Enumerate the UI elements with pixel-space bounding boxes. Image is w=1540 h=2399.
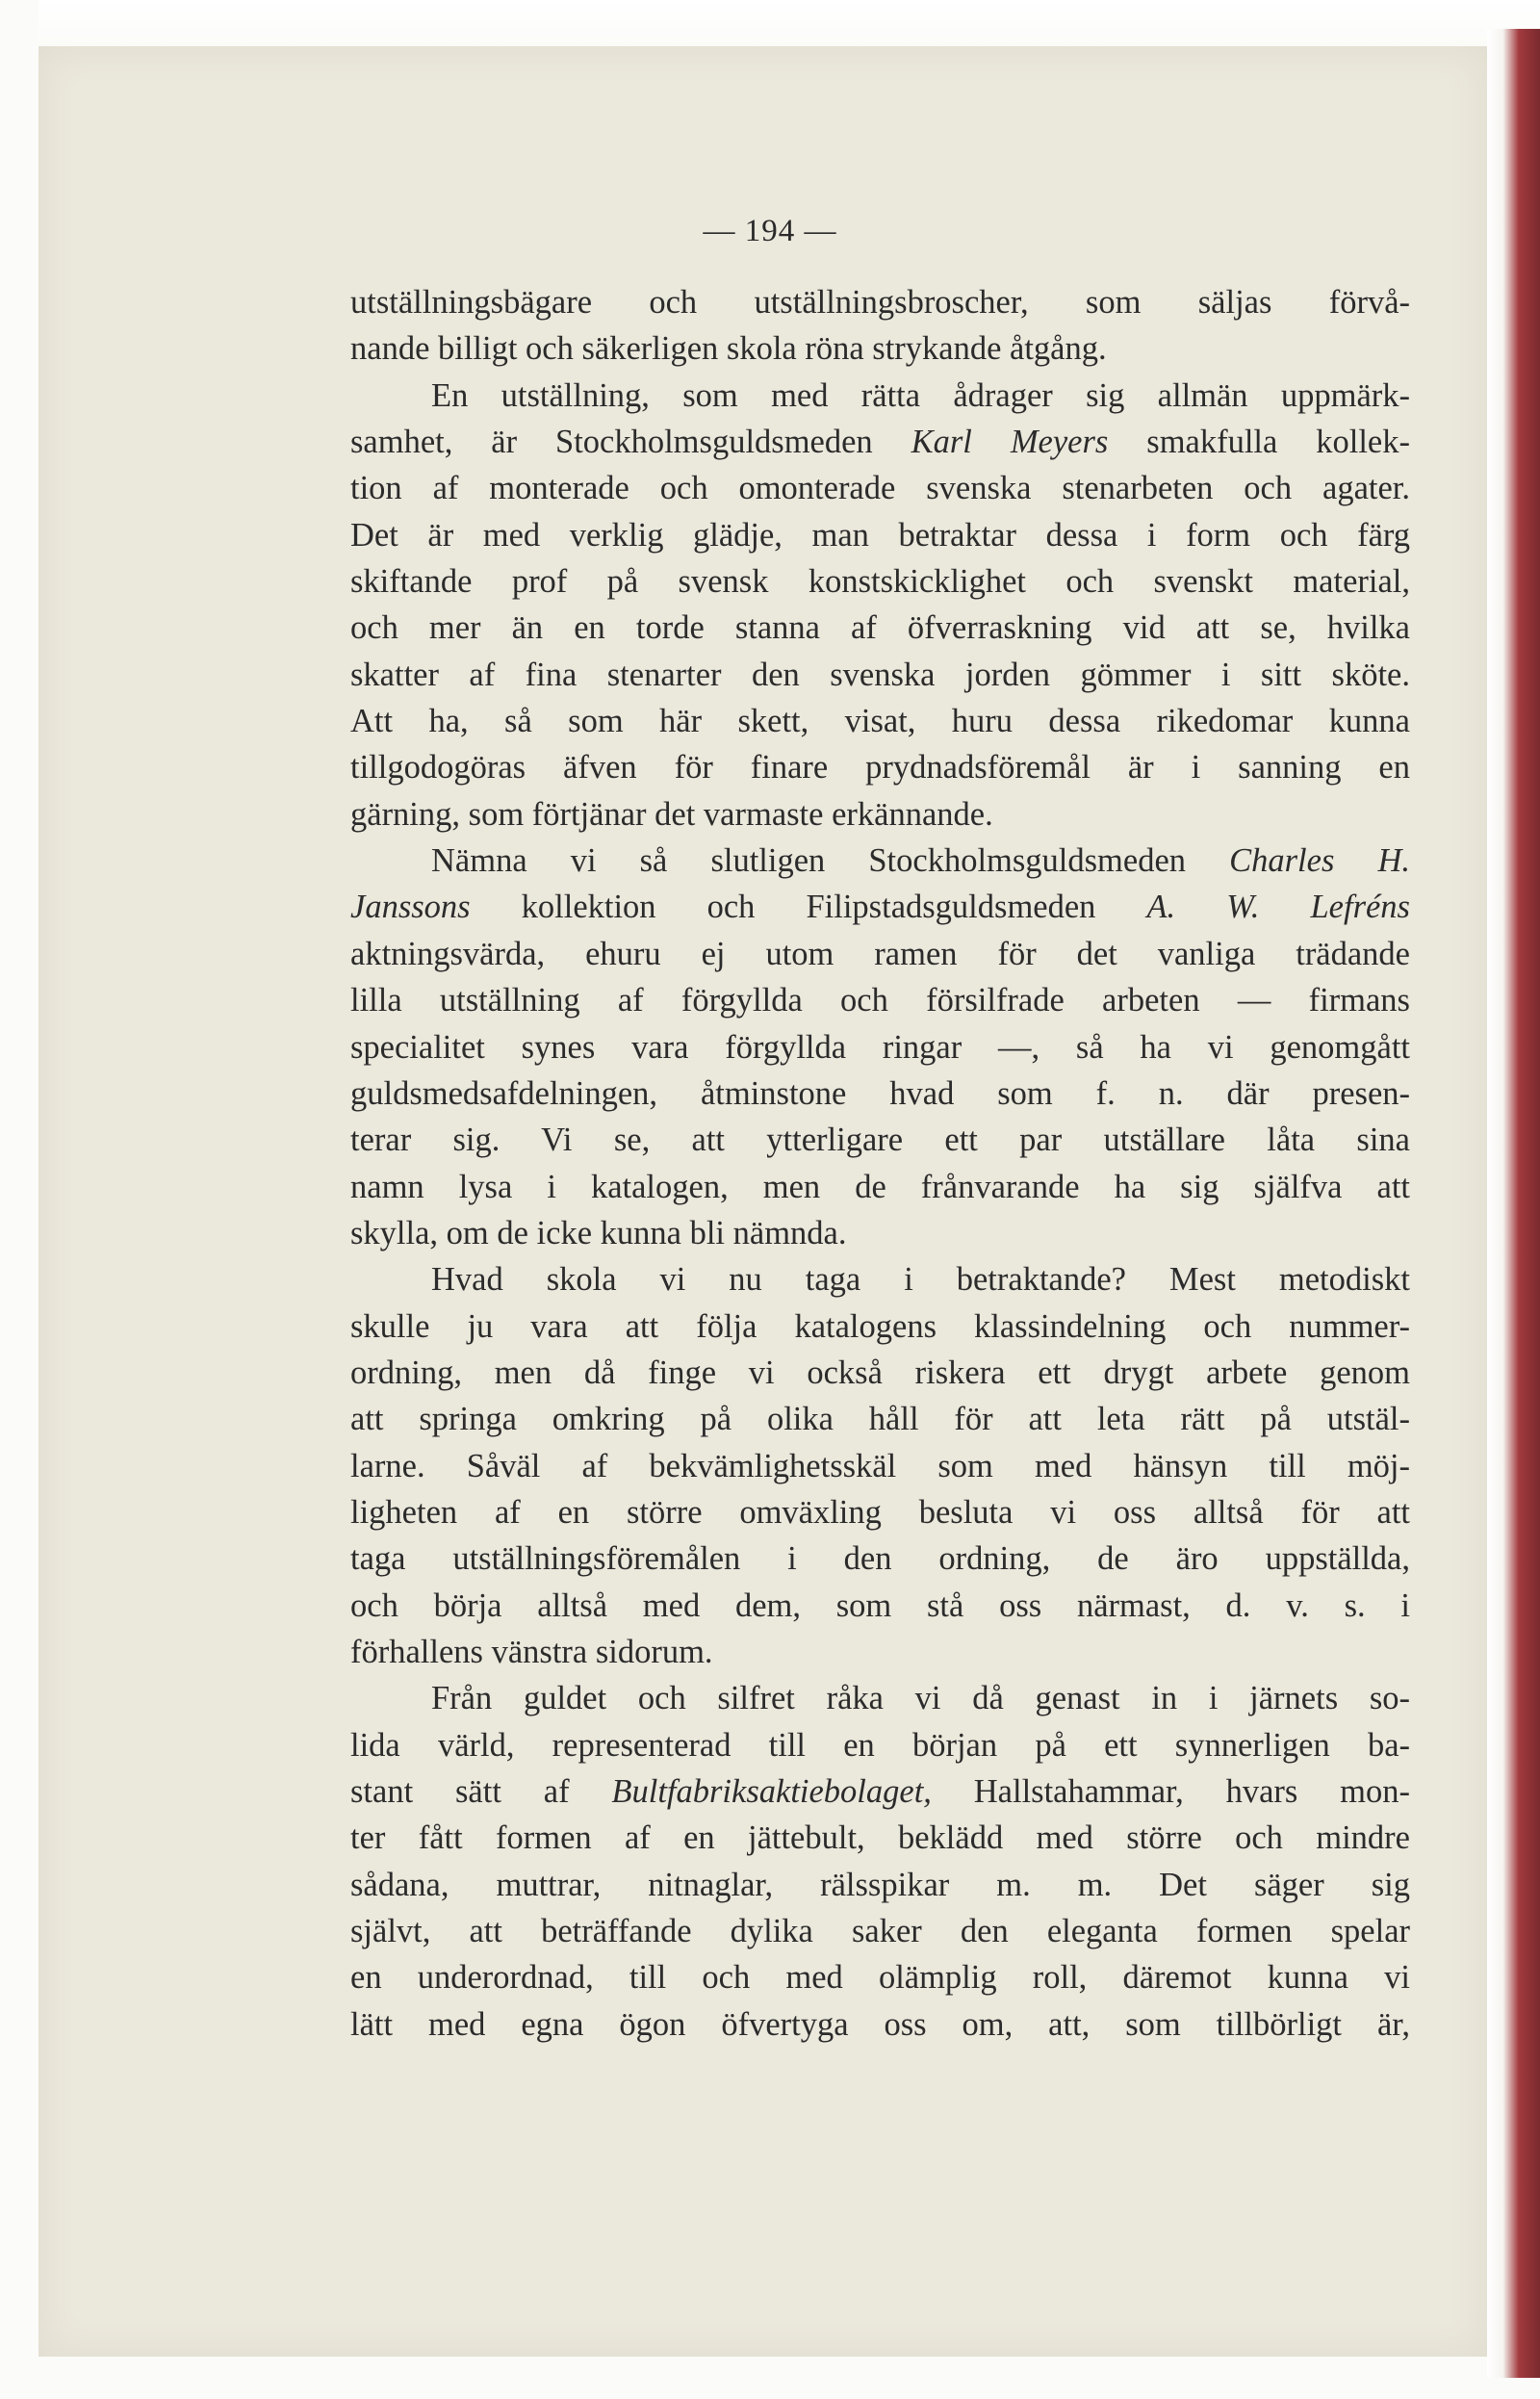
body-text [350, 279, 1410, 2048]
text-line [350, 1489, 1410, 1535]
text-line [350, 744, 1410, 790]
text-segment: en underordnad, till och med olämplig roll, däremot kunna vi [350, 1959, 1410, 1997]
text-segment: tillgodogöras äfven för finare prydnadsföremål är i sanning en [350, 749, 1410, 787]
text-line [350, 558, 1410, 605]
text-segment: lilla utställning af förgyllda och försilfrade arbeten — firmans [350, 982, 1410, 1019]
text-line [350, 977, 1410, 1023]
text-segment: taga utställningsföremålen i den ordning, de äro uppställda, [350, 1540, 1410, 1578]
italic-name: Charles H. [1229, 842, 1410, 880]
book-binding-edge [1487, 29, 1540, 2378]
text-segment: skatter af fina stenarter den svenska jorden gömmer i sitt sköte. [350, 656, 1410, 693]
text-segment: namn lysa i katalogen, men de frånvarande ha sig själfva att [350, 1168, 1410, 1205]
text-line [350, 1722, 1410, 1768]
text-segment: och börja alltså med dem, som stå oss närmast, d. v. s. i [350, 1586, 1410, 1624]
italic-name: Karl Meyers [911, 424, 1109, 461]
text-line [350, 1071, 1410, 1117]
text-line [350, 325, 1410, 372]
text-line [350, 419, 1410, 465]
text-line [350, 1908, 1410, 1954]
text-segment: guldsmedsafdelningen, åtminstone hvad som f. n. där presen- [350, 1074, 1410, 1112]
text-line [350, 1164, 1410, 1210]
text-segment: gärning, som förtjänar det varmaste erkännande. [350, 795, 993, 833]
text-segment: och mer än en torde stanna af öfverraskning vid att se, hvilka [350, 609, 1410, 647]
text-line [350, 512, 1410, 558]
text-segment: Det är med verklig glädje, man betraktar dessa i form och färg [350, 516, 1410, 554]
text-line [350, 931, 1410, 977]
italic-name: Janssons [350, 889, 471, 926]
text-segment: att springa omkring på olika håll för att leta rätt på utstäl- [350, 1401, 1410, 1438]
text-segment: stant sätt af [350, 1773, 612, 1810]
text-segment: aktningsvärda, ehuru ej utom ramen för det vanliga trädande [350, 935, 1410, 972]
text-segment: lida värld, representerad till en början på ett synnerligen ba- [350, 1726, 1410, 1764]
text-segment: nande billigt och säkerligen skola röna strykande åtgång. [350, 330, 1107, 368]
text-line [350, 1535, 1410, 1582]
text-segment: ordning, men då finge vi också riskera ett drygt arbete genom [350, 1354, 1410, 1391]
text-line [350, 884, 1410, 930]
text-segment: smakfulla kollek- [1108, 424, 1410, 461]
text-segment: samhet, är Stockholmsguldsmeden [350, 424, 911, 461]
italic-name: Bultfabriksaktiebolaget, [611, 1773, 932, 1810]
text-line [350, 2001, 1410, 2048]
text-segment: skulle ju vara att följa katalogens klassindelning och nummer- [350, 1307, 1410, 1345]
text-segment: kollektion och Filipstadsguldsmeden [470, 889, 1147, 926]
text-segment: Från guldet och silfret råka vi då genast in i järnets so- [431, 1680, 1410, 1717]
text-segment: skiftande prof på svensk konstskicklighet och svenskt material, [350, 563, 1410, 601]
text-segment: Att ha, så som här skett, visat, huru dessa rikedomar kunna [350, 703, 1410, 740]
text-line [350, 1256, 1410, 1303]
text-line [350, 1675, 1410, 1721]
text-segment: ligheten af en större omväxling besluta vi oss alltså för att [350, 1493, 1410, 1531]
text-line [350, 1303, 1410, 1350]
text-line [350, 791, 1410, 838]
text-line [350, 1768, 1410, 1815]
text-line [350, 1350, 1410, 1396]
italic-name: A. W. Lefréns [1146, 889, 1410, 926]
text-line [350, 1862, 1410, 1908]
text-line [350, 1443, 1410, 1489]
text-line [350, 838, 1410, 884]
text-segment: En utställning, som med rätta ådrager sig allmän uppmärk- [431, 376, 1410, 414]
text-line [350, 1629, 1410, 1675]
text-line [350, 1396, 1410, 1442]
text-segment: terar sig. Vi se, att ytterligare ett par utställare låta sina [350, 1122, 1410, 1159]
text-segment: lätt med egna ögon öfvertyga oss om, att, som tillbörligt är, [350, 2005, 1410, 2043]
text-segment: sådana, muttrar, nitnaglar, rälsspikar m. m. Det säger sig [350, 1866, 1410, 1903]
text-line [350, 605, 1410, 651]
text-segment: självt, att beträffande dylika saker den eleganta formen spelar [350, 1913, 1410, 1950]
text-line [350, 279, 1410, 325]
text-segment: Hallstahammar, hvars mon- [931, 1773, 1410, 1810]
text-line [350, 652, 1410, 698]
text-segment: utställningsbägare och utställningsbroscher, som säljas förvå- [350, 284, 1410, 321]
text-line [350, 465, 1410, 511]
text-segment: Hvad skola vi nu taga i betraktande? Mest metodiskt [431, 1261, 1410, 1299]
text-segment: specialitet synes vara förgyllda ringar —, så ha vi genomgått [350, 1028, 1410, 1066]
text-segment: skylla, om de icke kunna bli nämnda. [350, 1214, 847, 1251]
text-segment: ter fått formen af en jättebult, beklädd med större och mindre [350, 1819, 1410, 1857]
text-line [350, 1583, 1410, 1629]
text-line [350, 1117, 1410, 1163]
text-segment: larne. Såväl af bekvämlighetsskäl som med hänsyn till möj- [350, 1447, 1410, 1484]
page-number: — 194 — [703, 214, 837, 248]
text-segment: Nämna vi så slutligen Stockholmsguldsmeden [431, 842, 1230, 880]
text-line [350, 373, 1410, 419]
text-line [350, 698, 1410, 744]
text-line [350, 1815, 1410, 1861]
text-line [350, 1954, 1410, 2000]
text-segment: förhallens vänstra sidorum. [350, 1633, 713, 1670]
text-line [350, 1024, 1410, 1071]
text-segment: tion af monterade och omonterade svenska stenarbeten och agater. [350, 470, 1410, 507]
scan-top-margin [38, 0, 1540, 46]
text-line [350, 1210, 1410, 1256]
